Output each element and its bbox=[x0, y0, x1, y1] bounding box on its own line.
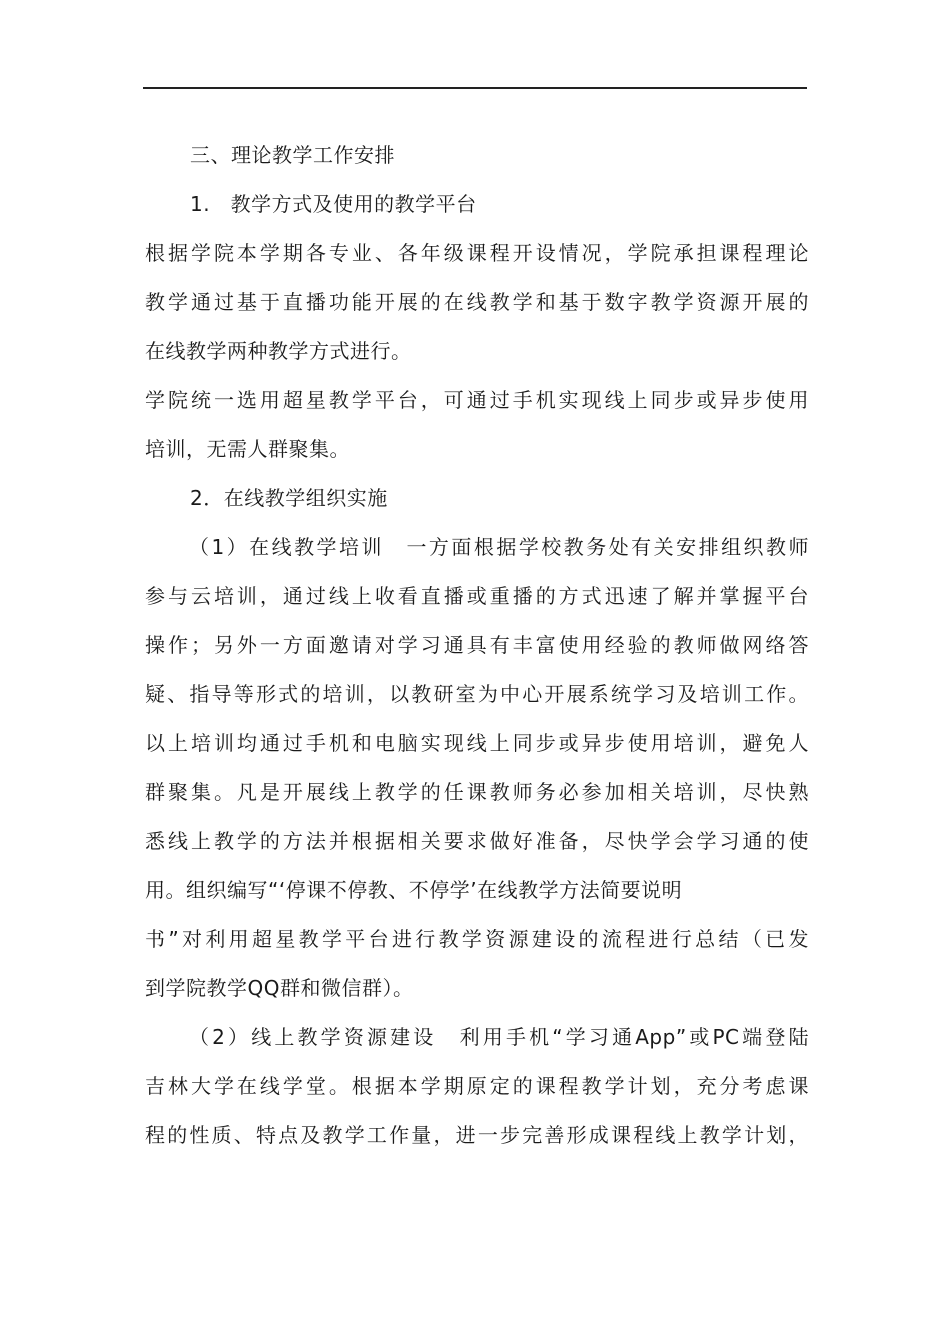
paragraph-line: 培训，无需人群聚集。 bbox=[145, 437, 350, 461]
subsection-heading: 2．在线教学组织实施 bbox=[190, 486, 388, 510]
section-heading: 三、理论教学工作安排 bbox=[190, 143, 395, 167]
paragraph-line: 教学通过基于直播功能开展的在线教学和基于数字教学资源开展的 bbox=[145, 290, 809, 314]
paragraph-line: 以上培训均通过手机和电脑实现线上同步或异步使用培训，避免人 bbox=[145, 731, 809, 755]
paragraph-line: 参与云培训，通过线上收看直播或重播的方式迅速了解并掌握平台 bbox=[145, 584, 809, 608]
paragraph-line: （1）在线教学培训 一方面根据学校教务处有关安排组织教师 bbox=[189, 535, 809, 559]
paragraph-line: 书”对利用超星教学平台进行教学资源建设的流程进行总结（已发 bbox=[145, 927, 809, 951]
paragraph-line: 悉线上教学的方法并根据相关要求做好准备，尽快学会学习通的使 bbox=[145, 829, 809, 853]
header-rule bbox=[143, 87, 807, 89]
paragraph-line: 群聚集。凡是开展线上教学的任课教师务必参加相关培训，尽快熟 bbox=[145, 780, 809, 804]
document-body bbox=[145, 131, 809, 1160]
paragraph-line: （2）线上教学资源建设 利用手机“学习通App”或PC端登陆 bbox=[189, 1025, 809, 1049]
paragraph-line: 学院统一选用超星教学平台，可通过手机实现线上同步或异步使用 bbox=[145, 388, 809, 412]
paragraph-line: 在线教学两种教学方式进行。 bbox=[145, 339, 412, 363]
paragraph-line: 到学院教学QQ群和微信群）。 bbox=[145, 976, 414, 1000]
paragraph-line: 用。组织编写“‘停课不停教、不停学’在线教学方法简要说明 bbox=[145, 878, 683, 902]
subsection-heading: 1. 教学方式及使用的教学平台 bbox=[190, 192, 477, 216]
paragraph-line: 疑、指导等形式的培训，以教研室为中心开展系统学习及培训工作。 bbox=[145, 682, 809, 706]
paragraph-line: 根据学院本学期各专业、各年级课程开设情况，学院承担课程理论 bbox=[145, 241, 809, 265]
paragraph-line: 操作；另外一方面邀请对学习通具有丰富使用经验的教师做网络答 bbox=[145, 633, 809, 657]
paragraph-line: 吉林大学在线学堂。根据本学期原定的课程教学计划，充分考虑课 bbox=[145, 1074, 809, 1098]
paragraph-line: 程的性质、特点及教学工作量，进一步完善形成课程线上教学计划， bbox=[145, 1123, 809, 1147]
